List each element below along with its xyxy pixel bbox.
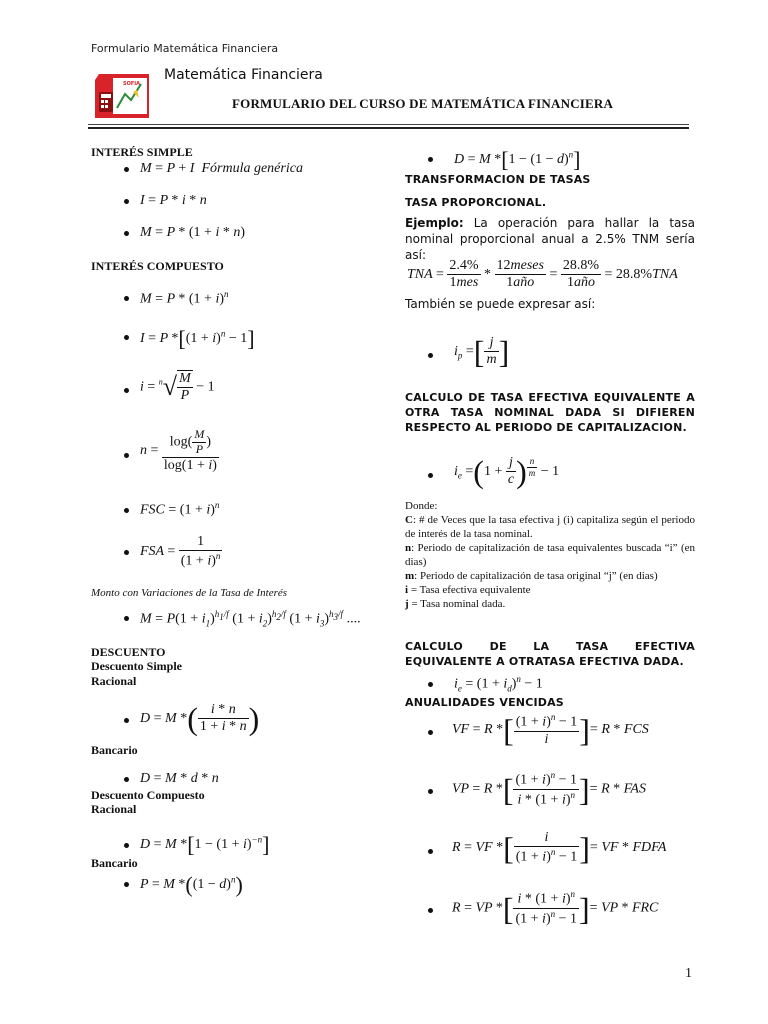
eff-eff-heading: CALCULO DE LA TASA EFECTIVA EQUIVALENTE A OTRATASA EFECTIVA DADA. — [405, 640, 695, 668]
formula-bank-compound-discount-alt: D = M $*[1 - (1 - d)^n]$ — [454, 147, 581, 172]
formula-compound-interest: I = P $*[(1 + i)^n - 1]$ — [140, 326, 255, 351]
formula-effective-from-nominal: $i_e =(1$ + $\frac{j}{c}$ ) $^{\frac{n}{m}}$ − 1 — [454, 453, 560, 490]
bullet — [124, 231, 129, 236]
formula-fsa: FSA = $\frac{1}{(1 + i)^n}$ — [140, 534, 221, 569]
bullet — [124, 167, 129, 172]
annuities-heading: ANUALIDADES VENCIDAS — [405, 696, 564, 709]
transform-heading: TRANSFORMACION DE TASAS — [405, 173, 591, 186]
formula-simple-amount: M = P * (1 + i * n) — [140, 225, 246, 240]
formula-fsc: FSC = $(1 + i)^n$ — [140, 500, 220, 518]
rational-heading: Racional — [91, 674, 137, 688]
svg-text:SOFIA: SOFIA — [123, 81, 140, 87]
formula-effective-from-effective: $i_e = (1 + i_d)^n - 1$ — [454, 674, 543, 694]
compound-discount-heading: Descuento Compuesto — [91, 788, 205, 802]
generic-note: Fórmula genérica — [201, 161, 303, 176]
formula-present-value: VP = R *[ $\frac{(1 + i)^n - 1}{i * (1 + i)^n}$ ]= R * FAS — [452, 770, 646, 808]
bullet — [428, 789, 433, 794]
definitions-list — [405, 513, 695, 611]
banking-heading-2: Bancario — [91, 856, 138, 870]
formula-proportional-rate: $i_p$ =[ $\frac{j}{m}$ ] — [454, 333, 510, 370]
document-title: FORMULARIO DEL CURSO DE MATEMÁTICA FINANCIERA — [232, 96, 614, 111]
example-paragraph — [405, 215, 695, 263]
effective-heading: CALCULO DE TASA EFECTIVA EQUIVALENTE A OTRA TASA NOMINAL DADA SI DIFIEREN RESPECTO AL PERIODO DE CAPITALIZACION. — [405, 391, 695, 434]
compound-interest-heading: INTERÉS COMPUESTO — [91, 259, 224, 273]
bullet — [124, 550, 129, 555]
formula-generic: M = P + I Fórmula genérica — [140, 161, 303, 176]
brand-name: Matemática Financiera — [164, 67, 323, 83]
header-rule — [88, 124, 689, 125]
page-number: 1 — [685, 966, 692, 981]
proportional-heading: TASA PROPORCIONAL. — [405, 196, 547, 209]
bullet — [124, 335, 129, 340]
header-rule-thick — [88, 127, 689, 129]
bullet — [428, 849, 433, 854]
variation-note: Monto con Variaciones de la Tasa de Interés — [91, 587, 288, 599]
discount-heading: DESCUENTO — [91, 645, 166, 659]
simple-interest-heading: INTERÉS SIMPLE — [91, 145, 193, 159]
formula-compound-amount: $M = P * (1 + i)^n$ — [140, 289, 229, 307]
bullet — [124, 453, 129, 458]
formula-tna-example: TNA = $\frac{2.4\%}{\text{1mes}}$ * $\frac{\text{12meses}}{\text{1año}}$ = $\frac{28.8\%}{\text{1año}}$ = 28.8%TNA — [407, 258, 678, 291]
bullet — [428, 353, 433, 358]
bullet — [428, 682, 433, 687]
banking-heading: Bancario — [91, 743, 138, 757]
also-text: También se puede expresar así: — [405, 297, 596, 311]
definition-j: j = Tasa nominal dada. — [405, 598, 506, 610]
formula-bank-compound-discount: P = M $*((1 - d)^n)$ — [140, 872, 243, 897]
example-text: La operación para hallar la tasa nominal proporcional anual a 2.5% TNM sería así: — [405, 216, 695, 262]
example-label: Ejemplo: — [405, 216, 464, 230]
bullet — [124, 199, 129, 204]
bullet — [124, 508, 129, 513]
running-header: Formulario Matemática Financiera — [91, 42, 279, 55]
bullet — [124, 718, 129, 723]
formula-simple-interest: I = P * i * n — [140, 193, 207, 208]
formula-annuity-from-pv: R = VP *[ $\frac{i * (1 + i)^n}{(1 + i)^n - 1}$ ]= VP * FRC — [452, 889, 659, 927]
formula-annuity-from-fv: R = VF *[ $\frac{i}{(1 + i)^n - 1}$ ]= VF * FDFA — [452, 829, 667, 866]
bullet — [124, 388, 129, 393]
formula-variable-rates: $M = P(1 + i_1)^{h_1/f}$ $(1 + i_2)^{h_2/f}$ $(1 + i_3)^{h_3/f}$ .... — [140, 609, 361, 629]
formula-future-value: VF = R *[ $\frac{(1 + i)^n - 1}{i}$ ]= R * FCS — [452, 711, 649, 748]
definition-m: m: Periodo de capitalización de tasa original “j” (en dias) — [405, 570, 658, 582]
bullet — [124, 882, 129, 887]
formula-bank-simple-discount: D = M * d * n — [140, 771, 219, 786]
formula-rational-simple-discount: D = M *( $\frac{i * n}{1 + i * n}$ ) — [140, 700, 260, 737]
formula-rational-compound-discount: D = M $*[1 - (1 + i)^{-n}]$ — [140, 832, 270, 857]
formula-rate: i = $^n$√ $\frac{M}{P}$ − 1 — [140, 371, 215, 404]
bullet — [428, 730, 433, 735]
bullet — [124, 616, 129, 621]
simple-discount-heading: Descuento Simple — [91, 659, 182, 673]
definition-n: n: Periodo de capitalización de tasa equivalentes buscada “i” (en dias) — [405, 542, 695, 568]
formula-periods: n = log( $\frac{M}{P}$ ) log(1 + i) — [140, 427, 217, 473]
definition-c: C: # de Veces que la tasa efectiva j (i) capitaliza según el periodo de interés de la tasa nominal. — [405, 514, 695, 540]
definition-i: i = Tasa efectiva equivalente — [405, 584, 531, 596]
rational-heading-2: Racional — [91, 802, 137, 816]
bullet — [124, 777, 129, 782]
calculator-logo — [93, 72, 153, 120]
bullet — [124, 843, 129, 848]
bullet — [428, 908, 433, 913]
where-label: Donde: — [405, 500, 438, 512]
bullet — [428, 157, 433, 162]
bullet — [124, 296, 129, 301]
bullet — [428, 473, 433, 478]
